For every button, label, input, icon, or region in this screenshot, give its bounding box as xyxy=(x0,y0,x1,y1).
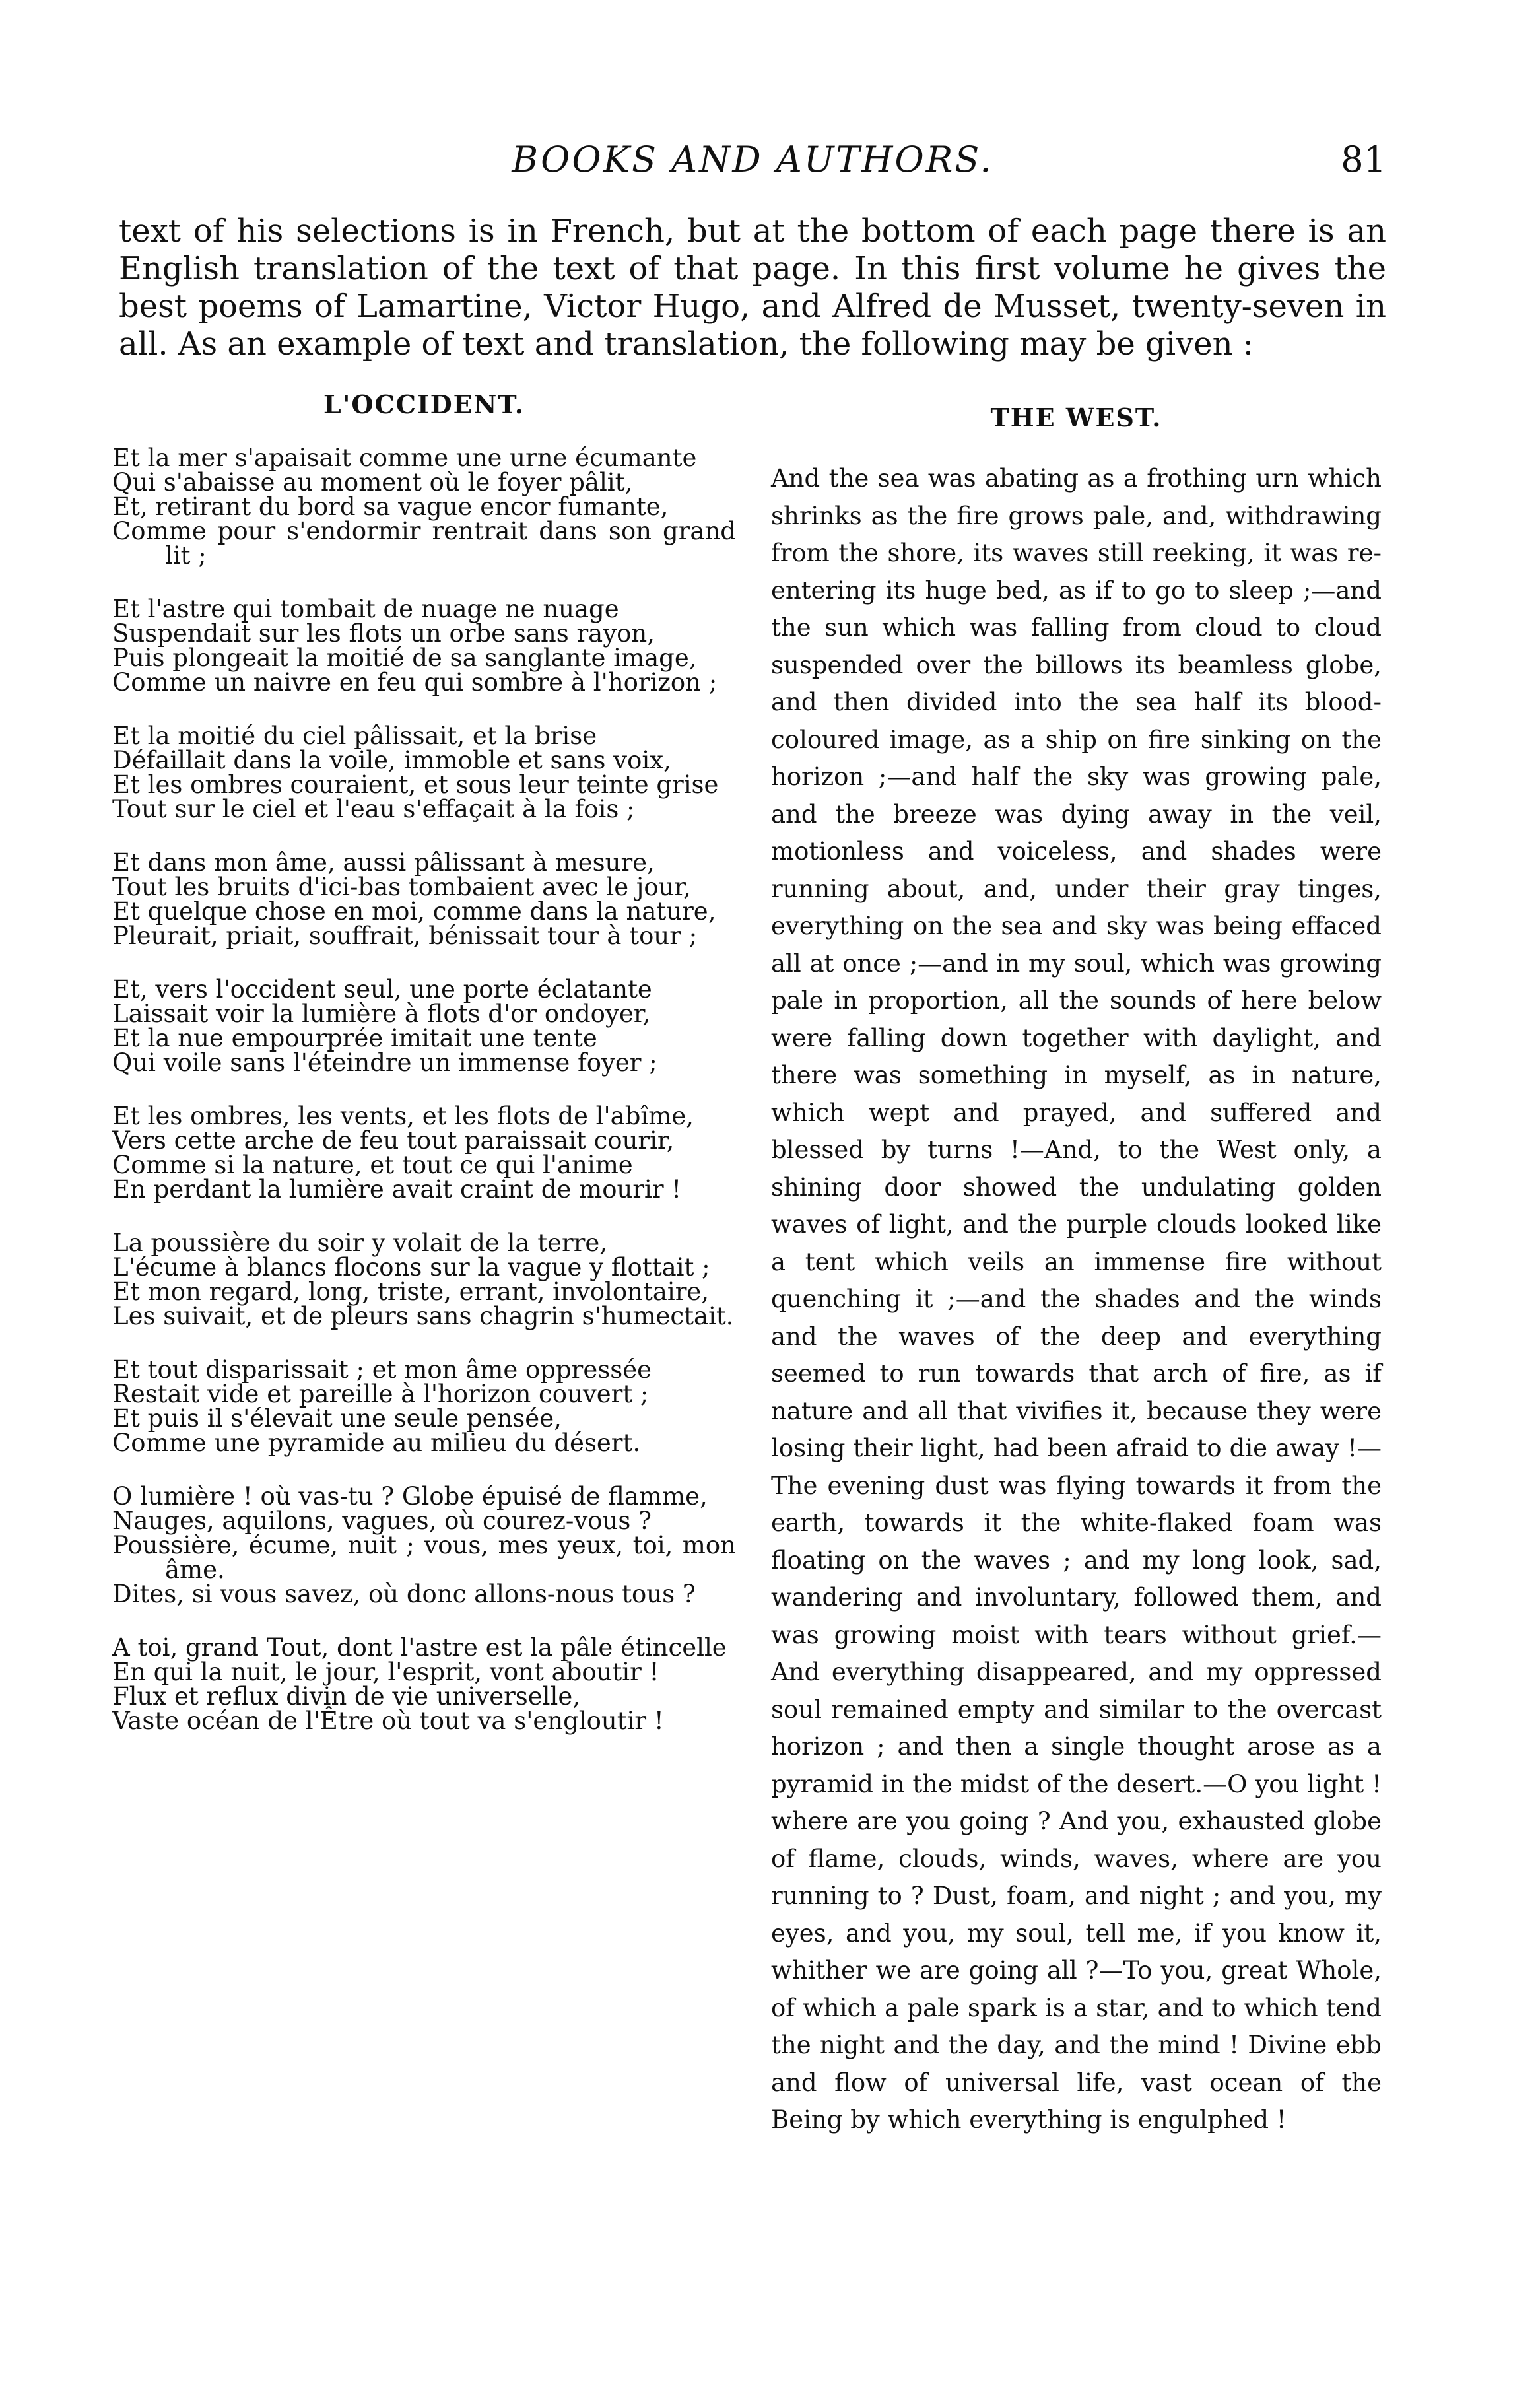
english-translation-column xyxy=(771,403,1382,2139)
poem-line: Pleurait, priait, souffrait, bénissait tour à tour ; xyxy=(112,922,698,950)
poem-line: Vers cette arche de feu tout paraissait courir, xyxy=(112,1126,675,1155)
poem-stanza xyxy=(112,446,736,568)
poem-stanza xyxy=(112,850,736,948)
poem-line: Tout les bruits d'ici-bas tombaient avec le jour, xyxy=(112,873,691,901)
poem-line: En qui la nuit, le jour, l'esprit, vont aboutir ! xyxy=(112,1658,659,1686)
poem-line: L'écume à blancs flocons sur la vague y flottait ; xyxy=(112,1253,710,1281)
poem-stanza xyxy=(112,1104,736,1202)
poem-stanza xyxy=(112,597,736,695)
poem-line: Et, retirant du bord sa vague encor fumante, xyxy=(112,493,669,521)
page-number: 81 xyxy=(1341,139,1386,180)
poem-line: Et la nue empourprée imitait une tente xyxy=(112,1024,597,1052)
poem-line: Les suivait, et de pleurs sans chagrin s'humectait. xyxy=(112,1302,734,1330)
poem-line: Laissait voir la lumière à flots d'or ondoyer, xyxy=(112,1000,651,1028)
poem-line: Défaillait dans la voile, immoble et sans voix, xyxy=(112,746,671,774)
poem-line: Poussière, écume, nuit ; vous, mes yeux, toi, mon âme. xyxy=(112,1531,736,1584)
poem-stanza xyxy=(112,1484,736,1606)
poem-stanza xyxy=(112,724,736,821)
poem-line: Comme un naivre en feu qui sombre à l'horizon ; xyxy=(112,668,718,697)
poem-line: Et la moitié du ciel pâlissait, et la brise xyxy=(112,722,597,750)
poem-line: Comme si la nature, et tout ce qui l'anime xyxy=(112,1151,633,1179)
poem-stanza xyxy=(112,1231,736,1328)
poem-line: Et dans mon âme, aussi pâlissant à mesure, xyxy=(112,848,655,877)
poem-line: Qui s'abaisse au moment où le foyer pâlit, xyxy=(112,468,633,496)
poem-line: Et la mer s'apaisait comme une urne écumante xyxy=(112,444,697,472)
poem-line: Et tout disparissait ; et mon âme oppressée xyxy=(112,1355,652,1384)
english-translation-text: And the sea was abating as a frothing urn which shrinks as the fire grows pale, and, withdrawing from the shore, its waves still reeking, it was re-entering its huge bed, as if to go to sleep ;—and the sun which was falling from cloud to cloud suspended over the billows its beamless globe, and then divided into the sea half its blood-coloured image, as a ship on fire sinking on the horizon ;—and half the sky was growing pale, and the breeze was dying away in the veil, motionless and voiceless, and shades were running about, and, under their gray tinges, everything on the sea and sky was being effaced all at once ;—and in my soul, which was growing pale in proportion, all the sounds of here below were falling down together with daylight, and there was something in myself, as in nature, which wept and prayed, and suffered and blessed by turns !—And, to the West only, a shining door showed the undulating golden waves of light, and the purple clouds looked like a tent which veils an immense fire without quenching it ;—and the shades and the winds and the waves of the deep and everything seemed to run towards that arch of fire, as if nature and all that vivifies it, because they were losing their light, had been afraid to die away !—The evening dust was flying towards it from the earth, towards it the white-flaked foam was floating on the waves ; and my long look, sad, wandering and involuntary, followed them, and was growing moist with tears without grief.—And everything disappeared, and my oppressed soul remained empty and similar to the overcast horizon ; and then a single thought arose as a pyramid in the midst of the desert.—O you light ! where are you going ? And you, exhausted globe of flame, clouds, winds, waves, where are you running to ? Dust, foam, and night ; and you, my eyes, and you, my soul, tell me, if you know it, whither we are going all ?—To you, great Whole, of which a pale spark is a star, and to which tend the night and the day, and the mind ! Divine ebb and flow of universal life, vast ocean of the Being by which everything is engulphed ! xyxy=(771,464,1382,2134)
poem-line: Et puis il s'élevait une seule pensée, xyxy=(112,1404,562,1433)
poem-line: En perdant la lumière avait craint de mourir ! xyxy=(112,1175,682,1204)
poem-line: Suspendait sur les flots un orbe sans rayon, xyxy=(112,619,655,648)
poem-line: Puis plongeait la moitié de sa sanglante image, xyxy=(112,644,697,672)
poem-line: Vaste océan de l'Être où tout va s'engloutir ! xyxy=(112,1707,664,1735)
poem-line: Nauges, aquilons, vagues, où courez-vous ? xyxy=(112,1507,652,1535)
poem-line: Tout sur le ciel et l'eau s'effaçait à la fois ; xyxy=(112,795,635,823)
french-poem-stanzas xyxy=(112,446,736,1733)
poem-line: Comme une pyramide au milieu du désert. xyxy=(112,1429,641,1457)
poem-line: Et, vers l'occident seul, une porte éclatante xyxy=(112,975,652,1004)
poem-stanza xyxy=(112,977,736,1075)
intro-paragraph: text of his selections is in French, but at the bottom of each page there is an English translation of the text of that page. In this first volume he gives the best poems of Lamartine, Victor Hugo, and Alfred de Musset, twenty-seven in all. As an example of text and translation, the following may be given : xyxy=(119,213,1386,362)
poem-line: Et les ombres couraient, et sous leur teinte grise xyxy=(112,770,719,799)
poem-line: Flux et reflux divin de vie universelle, xyxy=(112,1682,580,1711)
poem-line: Qui voile sans l'éteindre un immense foyer ; xyxy=(112,1048,657,1077)
poem-line: Dites, si vous savez, où donc allons-nous tous ? xyxy=(112,1580,696,1608)
poem-stanza xyxy=(112,1635,736,1733)
poem-line: Et quelque chose en moi, comme dans la nature, xyxy=(112,897,716,926)
poem-line: O lumière ! où vas-tu ? Globe épuisé de flamme, xyxy=(112,1482,708,1511)
poem-line: Et l'astre qui tombait de nuage ne nuage xyxy=(112,595,619,623)
english-translation-title: THE WEST. xyxy=(990,403,1162,432)
poem-stanza xyxy=(112,1357,736,1455)
french-poem-title: L'OCCIDENT. xyxy=(323,390,525,419)
page-header xyxy=(119,139,1386,185)
french-poem-column xyxy=(112,390,736,1762)
running-title: BOOKS AND AUTHORS. xyxy=(512,139,993,180)
poem-line: Et mon regard, long, triste, errant, involontaire, xyxy=(112,1277,710,1306)
poem-line: Et les ombres, les vents, et les flots de l'abîme, xyxy=(112,1102,694,1130)
poem-line: Comme pour s'endormir rentrait dans son grand lit ; xyxy=(112,517,736,570)
poem-line: Restait vide et pareille à l'horizon couvert ; xyxy=(112,1380,649,1408)
poem-line: La poussière du soir y volait de la terre, xyxy=(112,1229,608,1257)
poem-line: A toi, grand Tout, dont l'astre est la pâle étincelle xyxy=(112,1633,727,1662)
